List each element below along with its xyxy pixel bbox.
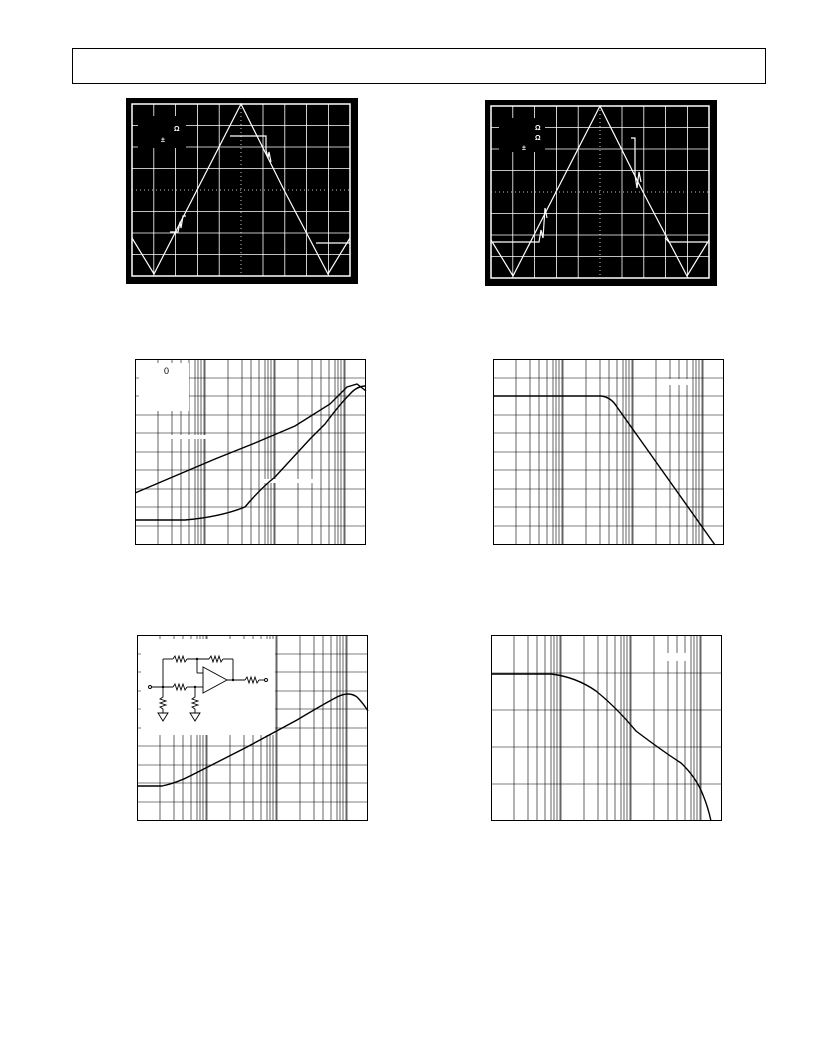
page-header-box (72, 48, 766, 84)
plot-mid-left (135, 359, 367, 546)
plot-mid-left-legend-value: 0 (164, 366, 170, 376)
oscilloscope-right (485, 100, 717, 286)
plot-bottom-left (137, 635, 369, 822)
scope-right-ohm-label-2: Ω (535, 135, 541, 142)
circuit-schematic (141, 639, 275, 735)
scope-right-pm-label: ± (522, 145, 526, 152)
scope-left-pm-label: ± (161, 137, 165, 144)
plot-bottom-right (491, 635, 723, 822)
scope-left-ohm-label: Ω (174, 126, 180, 133)
plot-mid-right (493, 359, 725, 546)
oscilloscope-left (126, 98, 358, 284)
scope-right-ohm-label-1: Ω (535, 125, 541, 132)
